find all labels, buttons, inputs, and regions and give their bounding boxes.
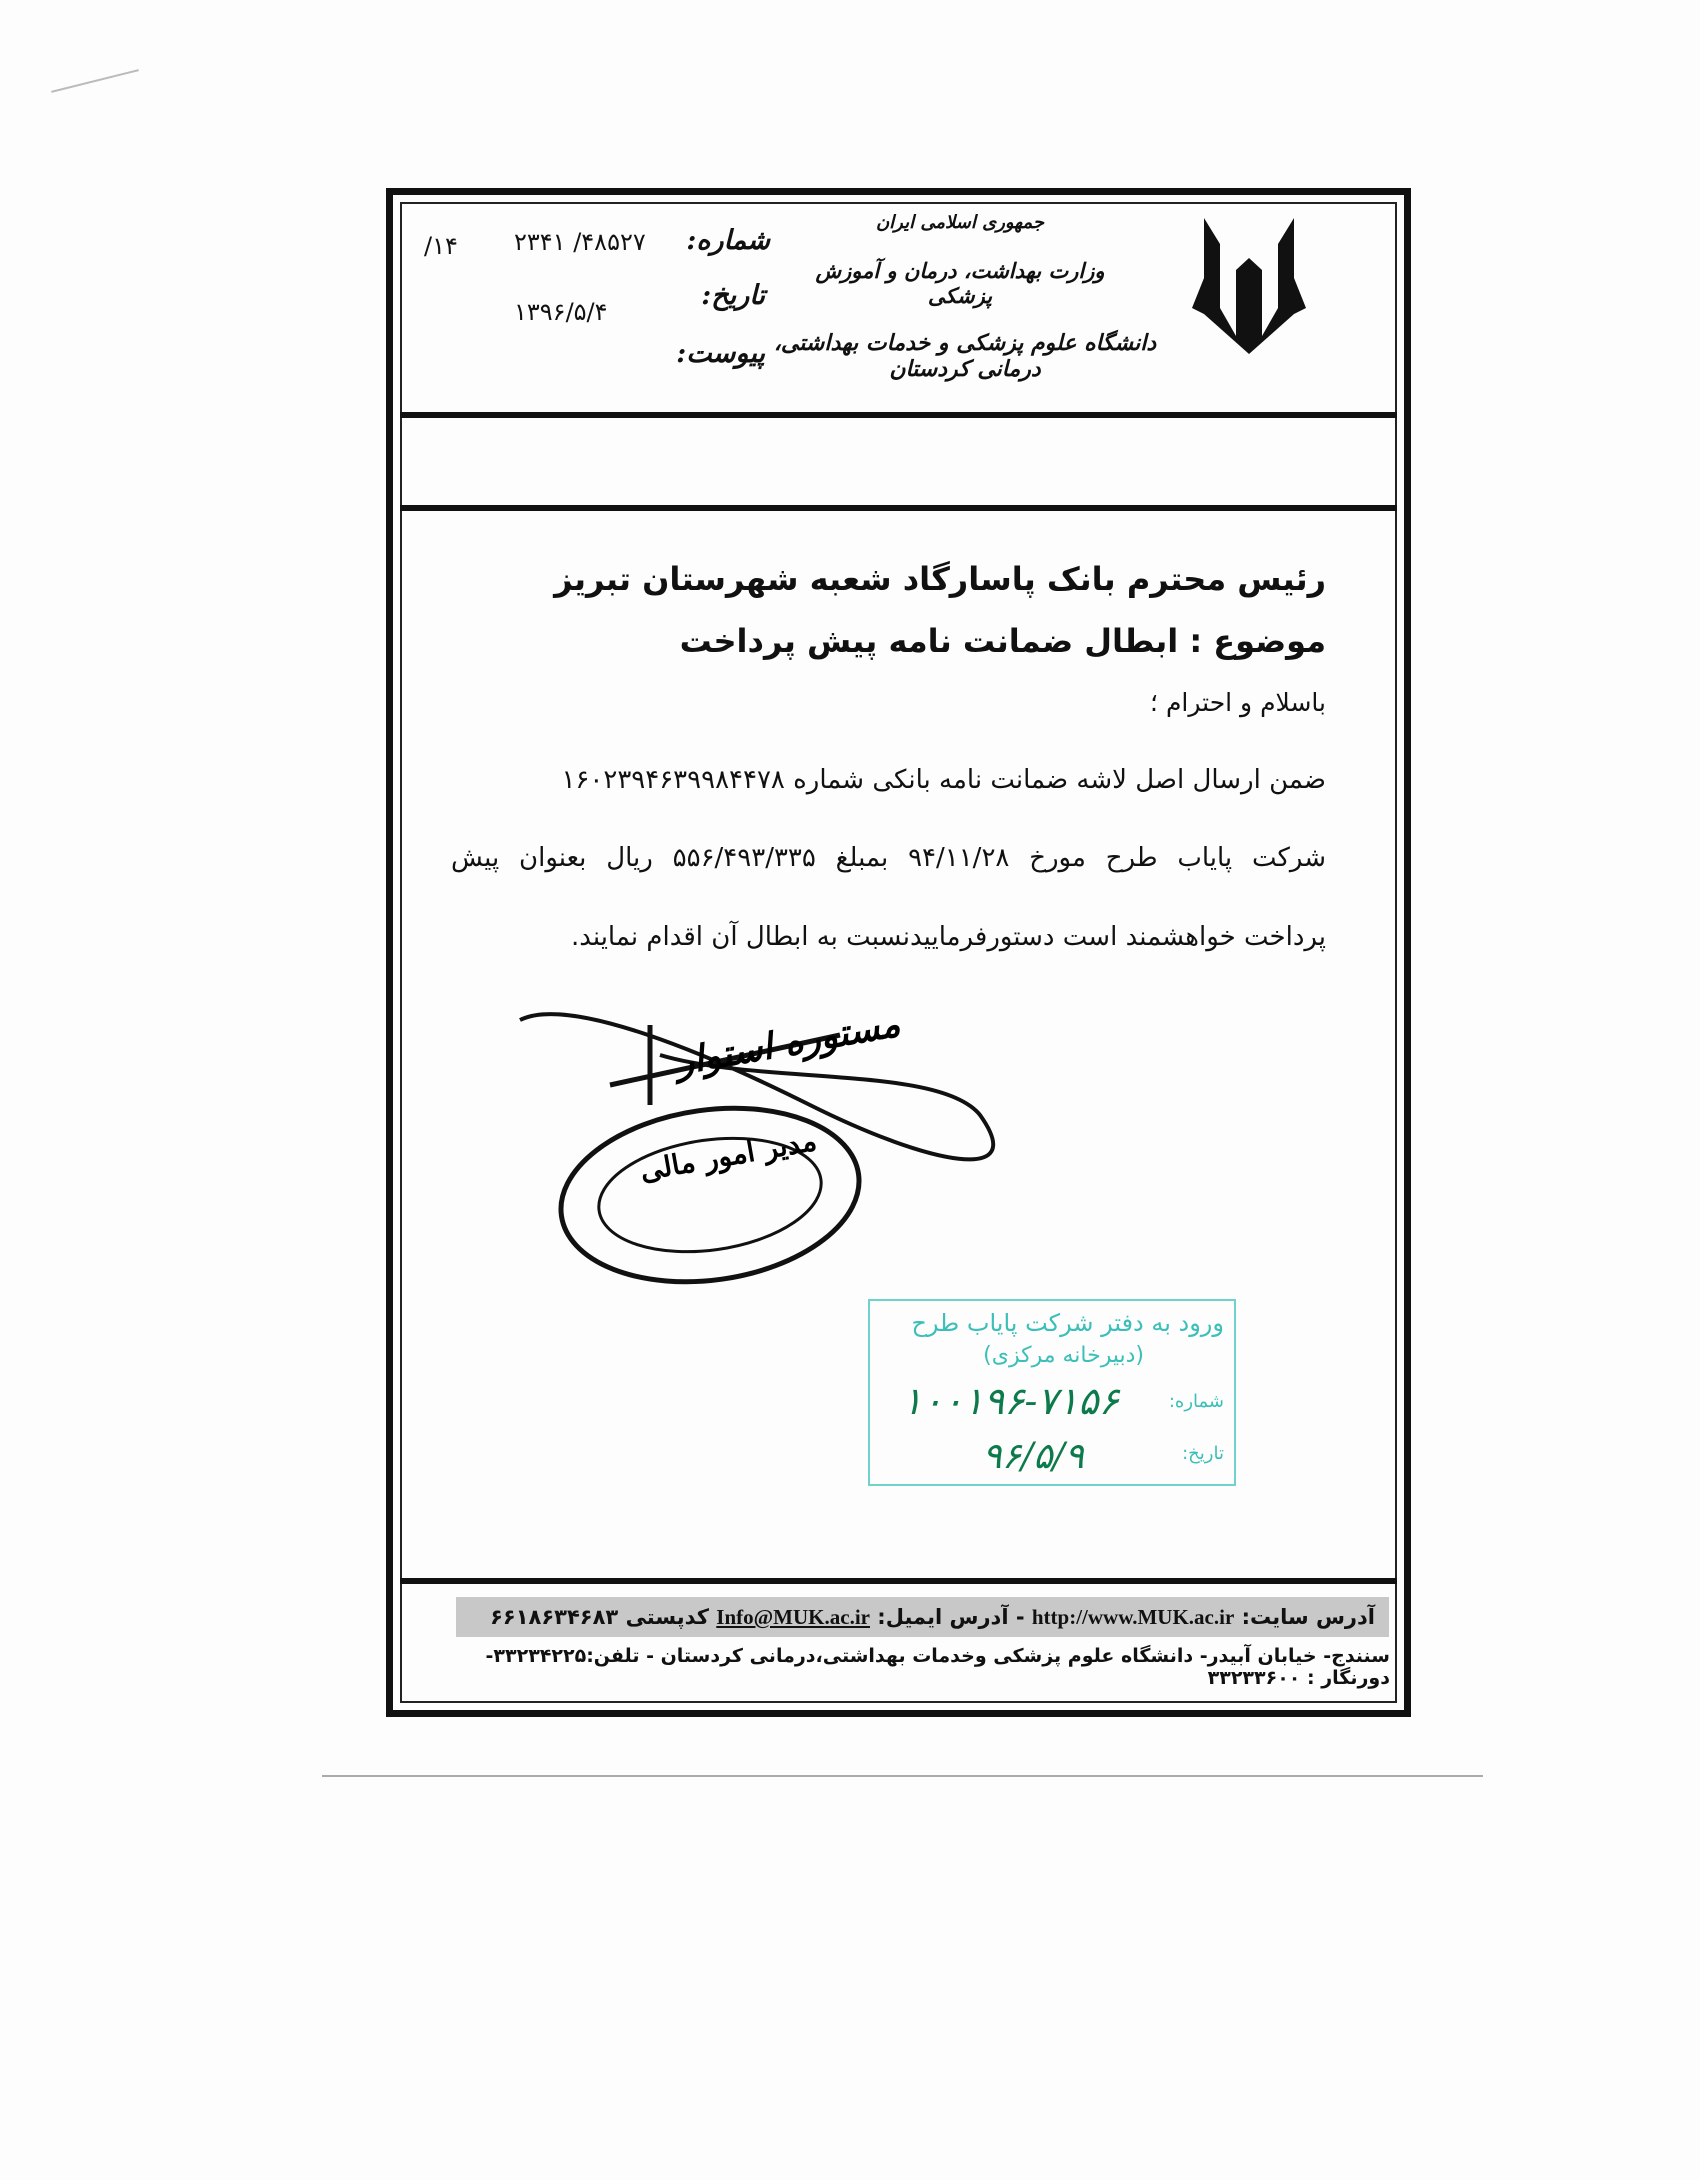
salutation: باسلام و احترام ؛: [1150, 688, 1326, 717]
signature-name: مستوره استوار: [672, 1002, 904, 1084]
email-link[interactable]: Info@MUK.ac.ir: [716, 1605, 870, 1629]
footer-address: سنندج- خیابان آبیدر- دانشگاه علوم پزشکی وخدمات بهداشتی،درمانی کردستان - تلفن:۳۳۲۳۴۲۲۵- دورنگار : ۳۳۲۳۳۶۰۰: [485, 1645, 1390, 1689]
header-university: دانشگاه علوم پزشکی و خدمات بهداشتی، درمانی کردستان: [773, 330, 1157, 382]
postal-code: ۶۶۱۸۶۳۴۶۸۳: [490, 1605, 619, 1629]
receipt-number-label: شماره:: [1168, 1391, 1224, 1412]
header-ministry: وزارت بهداشت، درمان و آموزش پزشکی: [815, 258, 1105, 308]
site-link[interactable]: http://www.MUK.ac.ir: [1031, 1605, 1235, 1629]
body-line: پرداخت خواهشمند است دستورفرماییدنسبت به ابطال آن اقدام نمایند.: [570, 922, 1326, 952]
number-label: شماره:: [686, 225, 770, 256]
date-label: تاریخ:: [701, 280, 765, 311]
header-country: جمهوری اسلامی ایران: [875, 212, 1045, 233]
blank-row-divider: [400, 505, 1397, 511]
letter-date: ۱۳۹۶/۵/۴: [514, 298, 608, 326]
recipient: رئیس محترم بانک پاسارگاد شعبه شهرستان تبریز: [554, 560, 1326, 598]
postal-label: کدپستی: [625, 1605, 709, 1629]
attachment-label: پیوست:: [676, 338, 765, 369]
footer-contact-bar: [456, 1597, 1389, 1637]
pen-mark: [51, 69, 139, 93]
receipt-stamp-line2: (دبیرخانه مرکزی): [983, 1343, 1144, 1368]
page-divider: [322, 1775, 1483, 1777]
body-line: شرکت پایاب طرح مورخ ۹۴/۱۱/۲۸ بمبلغ ۵۵۶/۴۹۳/۳۳۵ ریال بعنوان پیش: [451, 843, 1326, 873]
receipt-stamp: [868, 1299, 1236, 1486]
signature-and-seal: [510, 995, 1010, 1295]
footer-divider: [400, 1578, 1397, 1584]
receipt-date-label: تاریخ:: [1182, 1443, 1224, 1464]
receipt-date: ۹۶/۵/۹: [982, 1436, 1084, 1477]
letter-number: ۴۸۵۲۷/ ۲۳۴۱: [514, 228, 646, 256]
site-label: آدرس سایت:: [1241, 1605, 1375, 1629]
receipt-stamp-line1: ورود به دفتر شرکت پایاب طرح: [911, 1309, 1224, 1337]
university-logo: [1190, 208, 1308, 356]
header-divider: [400, 412, 1397, 418]
subject: موضوع : ابطال ضمانت نامه پیش پرداخت: [679, 622, 1326, 660]
receipt-number: ۱۰۰۱۹۶-۷۱۵۶: [902, 1379, 1119, 1423]
email-label: - آدرس ایمیل:: [877, 1605, 1025, 1629]
letter-number-suffix: ۱۴/: [424, 232, 458, 260]
seal-title: مدیر امور مالی: [637, 1123, 820, 1188]
body-line: ضمن ارسال اصل لاشه ضمانت نامه بانکی شماره ۱۶۰۲۳۹۴۶۳۹۹۸۴۴۷۸: [561, 765, 1326, 795]
